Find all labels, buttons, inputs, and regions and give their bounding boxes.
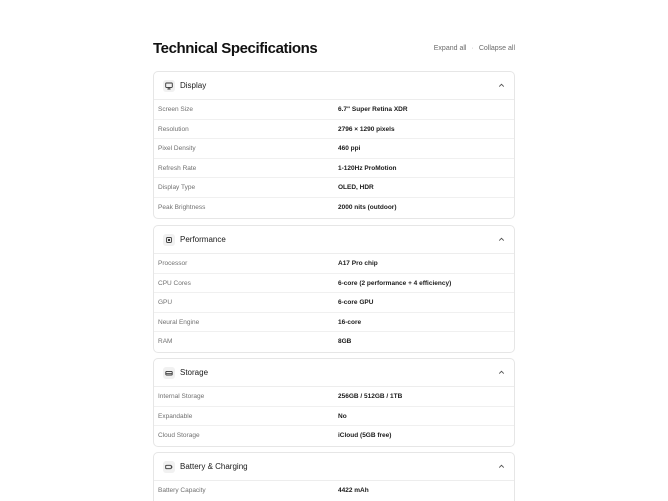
chip-icon: [163, 234, 175, 246]
spec-row: [154, 198, 514, 218]
spec-row: [154, 387, 514, 407]
spec-row: [154, 313, 514, 333]
spec-label: CPU Cores: [158, 279, 191, 287]
spec-label: Battery Capacity: [158, 487, 206, 494]
section-header-performance[interactable]: [154, 226, 514, 254]
monitor-icon: [163, 80, 175, 92]
section-header-display[interactable]: [154, 72, 514, 100]
expand-all-button[interactable]: Expand all: [433, 45, 467, 52]
spec-value: 460 ppi: [338, 145, 361, 153]
spec-row: [154, 178, 514, 198]
spec-label: GPU: [158, 299, 173, 307]
spec-label: Internal Storage: [158, 393, 205, 400]
section-title: Storage: [180, 368, 209, 377]
spec-label: RAM: [158, 338, 173, 346]
spec-value: A17 Pro chip: [338, 260, 378, 267]
spec-value: 2000 nits (outdoor): [338, 203, 397, 211]
spec-value: 6-core (2 performance + 4 efficiency): [338, 279, 452, 287]
page-title: Technical Specifications: [153, 40, 318, 57]
spec-row: [154, 426, 514, 446]
chevron-up-icon[interactable]: [498, 463, 505, 470]
spec-label: Screen Size: [158, 106, 194, 113]
spec-label: Peak Brightness: [158, 203, 206, 211]
spec-value: 4422 mAh: [338, 487, 369, 494]
chevron-up-icon[interactable]: [498, 82, 505, 89]
section-storage: [153, 358, 515, 447]
section-title: Display: [180, 81, 207, 90]
spec-value: 8GB: [338, 338, 352, 346]
page-header: [153, 40, 515, 60]
spec-row: [154, 407, 514, 427]
drive-icon: [163, 367, 175, 379]
spec-label: Refresh Rate: [158, 164, 197, 172]
section-performance: [153, 225, 515, 353]
collapse-all-button[interactable]: Collapse all: [478, 45, 515, 52]
spec-label: Neural Engine: [158, 318, 200, 326]
section-display: [153, 71, 515, 219]
spec-row: [154, 293, 514, 313]
spec-label: Processor: [158, 260, 188, 267]
spec-value: 6-core GPU: [338, 299, 374, 307]
spec-value: 256GB / 512GB / 1TB: [338, 393, 403, 400]
spec-row: [154, 481, 514, 501]
spec-value: 2796 × 1290 pixels: [338, 125, 395, 133]
section-title: Battery & Charging: [180, 462, 248, 471]
chevron-up-icon[interactable]: [498, 236, 505, 243]
spec-value: 6.7" Super Retina XDR: [338, 106, 408, 113]
spec-row: [154, 159, 514, 179]
section-header-battery[interactable]: [154, 453, 514, 481]
spec-value: iCloud (5GB free): [338, 432, 392, 440]
spec-value: 1-120Hz ProMotion: [338, 164, 397, 172]
spec-row: [154, 100, 514, 120]
separator: ·: [471, 45, 474, 52]
spec-label: Display Type: [158, 184, 196, 192]
spec-value: No: [338, 412, 347, 420]
spec-label: Cloud Storage: [158, 432, 200, 440]
header-actions: [434, 45, 515, 52]
spec-value: OLED, HDR: [338, 184, 374, 192]
spec-row: [154, 274, 514, 294]
chevron-up-icon[interactable]: [498, 369, 505, 376]
section-battery: [153, 452, 515, 501]
spec-label: Pixel Density: [158, 145, 196, 153]
spec-row: [154, 120, 514, 140]
spec-value: 16-core: [338, 318, 362, 326]
section-header-storage[interactable]: [154, 359, 514, 387]
spec-label: Resolution: [158, 125, 189, 133]
spec-row: [154, 332, 514, 352]
spec-row: [154, 254, 514, 274]
spec-label: Expandable: [158, 412, 193, 420]
battery-icon: [163, 461, 175, 473]
spec-row: [154, 139, 514, 159]
section-title: Performance: [180, 235, 226, 244]
